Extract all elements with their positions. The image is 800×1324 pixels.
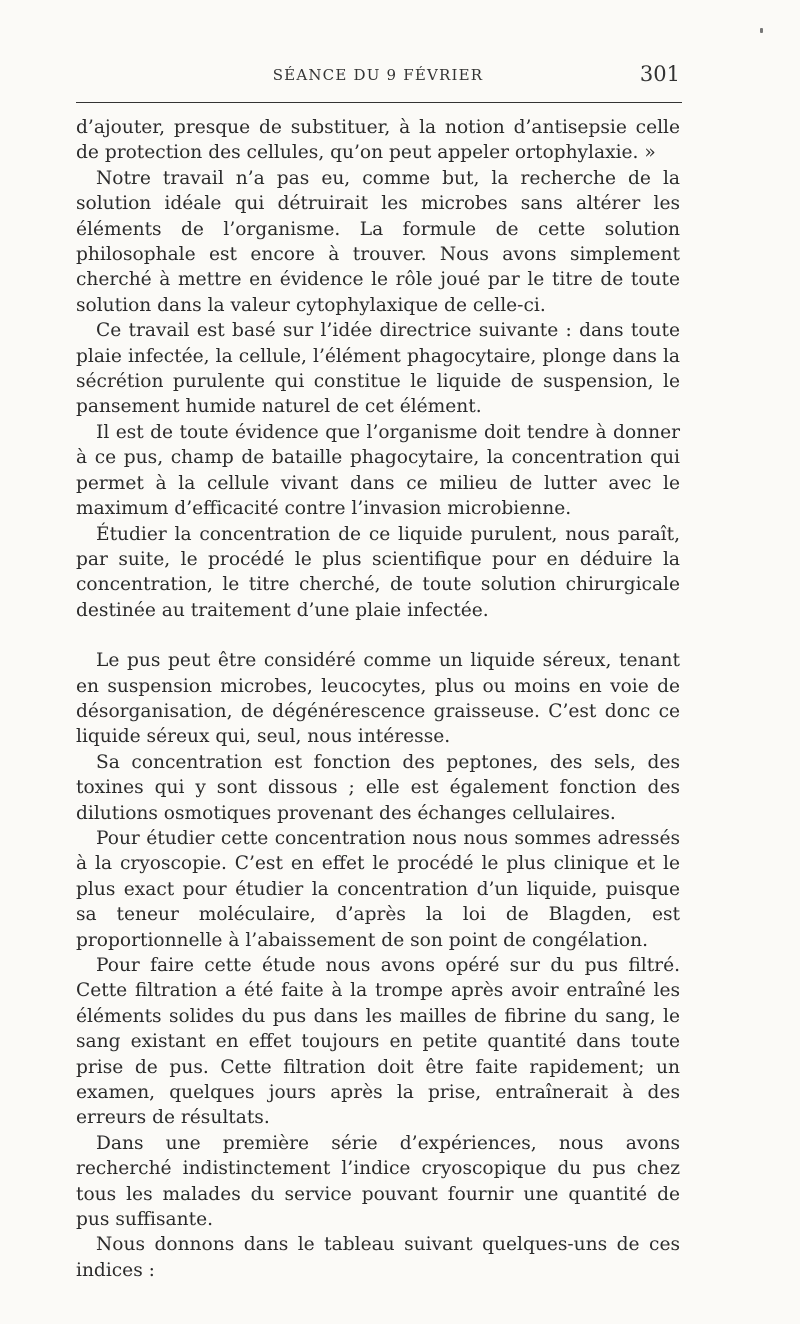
paragraph: Sa concentration est fonction des peptones, des sels, des toxines qui y sont dissous ; elle est également fonction des dilutions osmotiques provenant des échanges cellulaires. [76,751,680,824]
scan-speck [760,28,763,33]
paragraph: Pour étudier cette concentration nous nous sommes adressés à la cryoscopie. C’est en effet le procédé le plus clinique et le plus exact pour étudier la concentration d’un liquide, puisque sa teneur moléculaire, d’après la loi de Blagden, est proportionnelle à l’abaissement de son point de congélation. [76,827,680,951]
paragraph: Notre travail n’a pas eu, comme but, la recherche de la solution idéale qui détruirait les microbes sans altérer les éléments de l’organisme. La formule de cette solution philosophale est encore à trouver. Nous avons simplement cherché à mettre en évidence le rôle joué par le titre de toute solution dans la valeur cytophylaxique de celle-ci. [76,167,680,316]
running-header [76,62,680,88]
paragraph: Pour faire cette étude nous avons opéré sur du pus filtré. Cette filtration a été faite à la trompe après avoir entraîné les éléments solides du pus dans les mailles de fibrine du sang, le sang existant en effet toujours en petite quantité dans toute prise de pus. Cette filtration doit être faite rapidement; un examen, quelques jours après la prise, entraînerait à des erreurs de résultats. [76,955,680,1129]
body-text [76,115,680,1283]
paragraph: Nous donnons dans le tableau suivant quelques-uns de ces indices : [76,1234,680,1281]
page-number: 301 [639,62,680,86]
paragraph: Étudier la concentration de ce liquide purulent, nous paraît, par suite, le procédé le plus scientifique pour en déduire la concentration, le titre cherché, de toute solution chirurgicale destinée au traitement d’une plaie infectée. [76,523,680,621]
paragraph: Ce travail est basé sur l’idée directrice suivante : dans toute plaie infectée, la cellule, l’élément phagocytaire, plonge dans la sécrétion purulente qui constitue le liquide de suspension, le pansement humide naturel de cet élément. [76,320,680,418]
paragraph: Le pus peut être considéré comme un liquide séreux, tenant en suspension microbes, leucocytes, plus ou moins en voie de désorganisation, de dégénérescence graisseuse. C’est donc ce liquide séreux qui, seul, nous intéresse. [76,650,680,748]
paragraph: Dans une première série d’expériences, nous avons recherché indistinctement l’indice cryoscopique du pus chez tous les malades du service pouvant fournir une quantité de pus suffisante. [76,1132,680,1231]
paragraph: Il est de toute évidence que l’organisme doit tendre à donner à ce pus, champ de bataille phagocytaire, la concentration qui permet à la cellule vivant dans ce milieu de lutter avec le maximum d’efficacité contre l’invasion microbienne. [76,421,680,520]
header-rule [76,102,682,103]
paragraph: d’ajouter, presque de substituer, à la notion d’antisepsie celle de protection des cellules, qu’on peut appeler ortophylaxie. » [76,117,680,164]
header-title: SÉANCE DU 9 FÉVRIER [272,66,484,84]
